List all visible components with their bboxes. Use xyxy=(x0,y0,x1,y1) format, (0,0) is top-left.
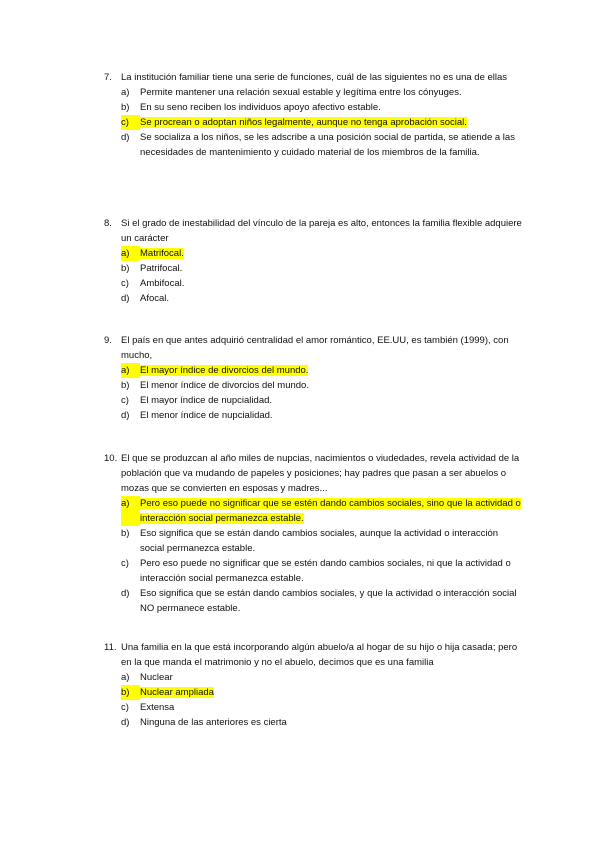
option-letter: b) xyxy=(121,380,130,391)
option-d xyxy=(121,408,524,423)
question-7 xyxy=(104,70,524,160)
question-number: 8. xyxy=(104,218,112,229)
option-text: El menor índice de divorcios del mundo. xyxy=(140,380,309,391)
option-letter: a) xyxy=(121,246,140,261)
question-text: El que se produzcan al año miles de nupcias, nacimientos o viudedades, revela actividad de la población que va mudando de papeles y posiciones; hay padres que pasan a ser abuelos o mozas que se convierten en esposas y madres... xyxy=(121,453,520,494)
option-text: Se socializa a los niños, se les adscribe a una posición social de partida, se atiende a las necesidades de mantenimiento y cuidado material de los miembros de la familia. xyxy=(140,132,515,158)
option-text: Pero eso puede no significar que se estén dando cambios sociales, ni que la actividad o interacción social permanezca estable. xyxy=(140,558,511,584)
question-text: El país en que antes adquirió centralidad el amor romántico, EE.UU, es también (1999), con mucho, xyxy=(121,335,509,361)
option-text: Eso significa que se están dando cambios sociales, aunque la actividad o interacción social permanezca estable. xyxy=(140,528,499,554)
question-text: La institución familiar tiene una serie de funciones, cuál de las siguientes no es una de ellas xyxy=(121,72,508,83)
question-11 xyxy=(104,640,524,730)
question-number: 9. xyxy=(104,335,112,346)
option-letter: b) xyxy=(121,528,130,539)
question-number: 11. xyxy=(104,642,117,653)
option-b-highlighted xyxy=(121,685,524,700)
option-letter: d) xyxy=(121,717,130,728)
option-text: Nuclear ampliada xyxy=(140,687,214,698)
option-c xyxy=(121,276,524,291)
option-a-highlighted xyxy=(121,246,524,261)
option-d xyxy=(121,586,524,616)
option-letter: a) xyxy=(121,496,140,526)
question-8 xyxy=(104,216,524,306)
option-letter: c) xyxy=(121,395,129,406)
option-text: El mayor índice de nupcialidad. xyxy=(140,395,273,406)
option-c-highlighted xyxy=(121,115,524,130)
option-a xyxy=(121,85,524,100)
question-header xyxy=(104,640,524,670)
option-text: Extensa xyxy=(140,702,175,713)
option-letter: a) xyxy=(121,672,130,683)
option-d xyxy=(121,130,524,160)
question-text: Si el grado de inestabilidad del vínculo de la pareja es alto, entonces la familia flexible adquiere un carácter xyxy=(121,218,522,244)
question-number: 7. xyxy=(104,72,112,83)
option-text: Ambifocal. xyxy=(140,278,185,289)
option-b xyxy=(121,378,524,393)
option-letter: d) xyxy=(121,410,130,421)
option-text: Se procrean o adoptan niños legalmente, aunque no tenga aprobación social. xyxy=(140,117,467,128)
option-a-highlighted xyxy=(121,363,524,378)
question-header xyxy=(104,333,524,363)
option-b xyxy=(121,261,524,276)
option-text: El mayor índice de divorcios del mundo. xyxy=(140,365,309,376)
option-letter: c) xyxy=(121,558,129,569)
option-text: Ninguna de las anteriores es cierta xyxy=(140,717,287,728)
option-letter: c) xyxy=(121,115,140,130)
option-letter: b) xyxy=(121,685,140,700)
option-a-highlighted xyxy=(121,496,524,526)
option-text: Pero eso puede no significar que se estén dando cambios sociales, sino que la actividad o interacción social permanezca estable. xyxy=(140,498,521,524)
option-text: Afocal. xyxy=(140,293,170,304)
option-text: Nuclear xyxy=(140,672,173,683)
option-d xyxy=(121,291,524,306)
option-letter: c) xyxy=(121,702,129,713)
option-text: El menor índice de nupcialidad. xyxy=(140,410,273,421)
option-letter: d) xyxy=(121,132,130,143)
option-letter: a) xyxy=(121,87,130,98)
option-text: Eso significa que se están dando cambios sociales, y que la actividad o interacción social NO permanece estable. xyxy=(140,588,517,614)
option-letter: c) xyxy=(121,278,129,289)
option-letter: d) xyxy=(121,588,130,599)
question-header xyxy=(104,451,524,496)
option-c xyxy=(121,393,524,408)
question-10 xyxy=(104,451,524,616)
option-text: En su seno reciben los individuos apoyo afectivo estable. xyxy=(140,102,381,113)
option-text: Patrifocal. xyxy=(140,263,183,274)
option-letter: a) xyxy=(121,363,140,378)
option-letter: b) xyxy=(121,102,130,113)
option-text: Matrifocal. xyxy=(140,248,184,259)
option-c xyxy=(121,700,524,715)
option-letter: d) xyxy=(121,293,130,304)
option-d xyxy=(121,715,524,730)
question-text: Una familia en la que está incorporando algún abuelo/a al hogar de su hijo o hija casada; pero en la que manda el matrimonio y no el abuelo, decimos que es una familia xyxy=(121,642,518,668)
option-c xyxy=(121,556,524,586)
question-header xyxy=(104,216,524,246)
option-b xyxy=(121,526,524,556)
option-b xyxy=(121,100,524,115)
option-letter: b) xyxy=(121,263,130,274)
question-header xyxy=(104,70,524,85)
option-text: Permite mantener una relación sexual estable y legítima entre los cónyuges. xyxy=(140,87,462,98)
option-a xyxy=(121,670,524,685)
question-9 xyxy=(104,333,524,423)
question-number: 10. xyxy=(104,453,118,464)
